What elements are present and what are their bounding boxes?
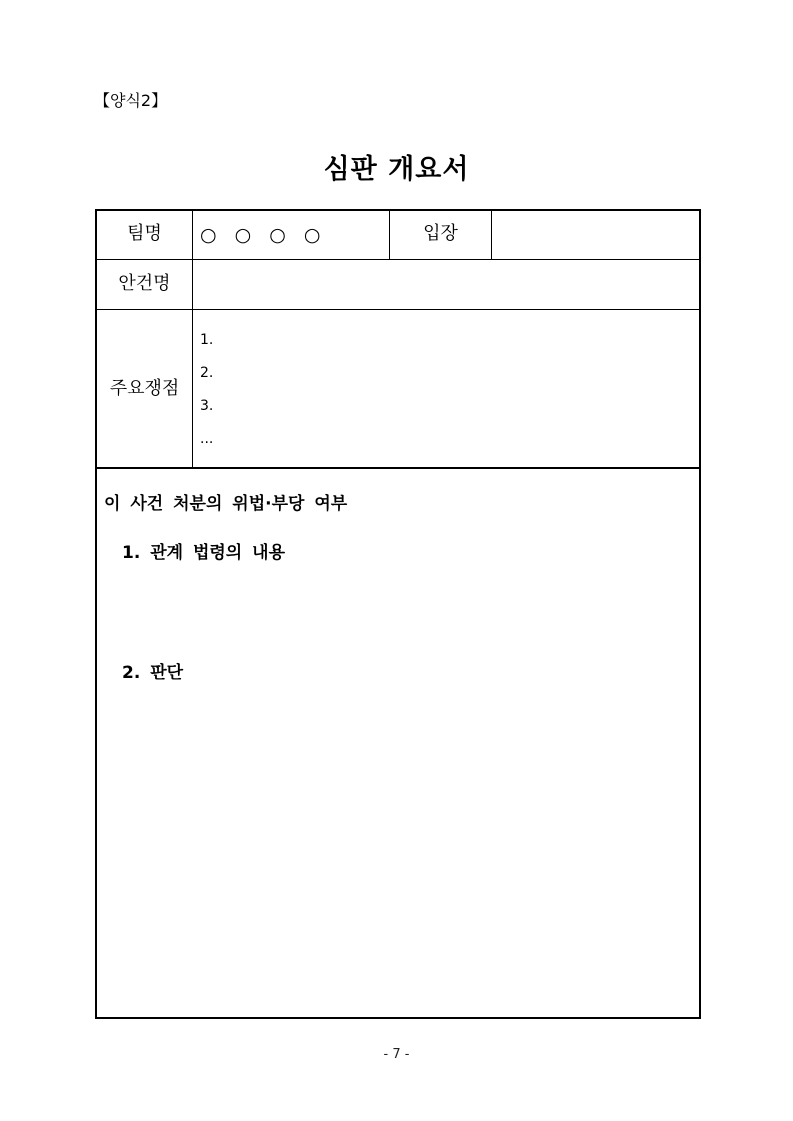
subheading-judgment: 2. 판단	[122, 663, 184, 683]
main-issues-label: 주요쟁점	[109, 378, 180, 399]
position-value[interactable]	[500, 222, 690, 246]
page-number: - 7 -	[383, 1047, 410, 1062]
issue-item-more[interactable]: ...	[200, 431, 214, 447]
row-divider-1	[96, 259, 699, 260]
label-column-divider	[192, 210, 193, 468]
case-name-value[interactable]	[200, 272, 690, 296]
section-heading: 이 사건 처분의 위법·부당 여부	[104, 494, 348, 514]
issue-item-3[interactable]: 3.	[200, 398, 214, 414]
row-divider-2	[96, 309, 699, 310]
case-name-label: 안건명	[118, 273, 171, 294]
issue-item-2[interactable]: 2.	[200, 365, 214, 381]
subheading-related-laws: 1. 관계 법령의 내용	[122, 543, 285, 563]
position-column-divider	[491, 210, 492, 260]
team-name-label: 팀명	[127, 223, 162, 244]
team-name-value[interactable]: ○ ○ ○ ○	[200, 224, 327, 246]
form-label: 【양식2】	[94, 91, 168, 110]
page-title: 심판 개요서	[323, 154, 470, 185]
row-divider-3	[96, 467, 699, 469]
issue-item-1[interactable]: 1.	[200, 332, 214, 348]
position-label: 입장	[423, 223, 458, 244]
overview-form-table	[95, 209, 701, 1019]
